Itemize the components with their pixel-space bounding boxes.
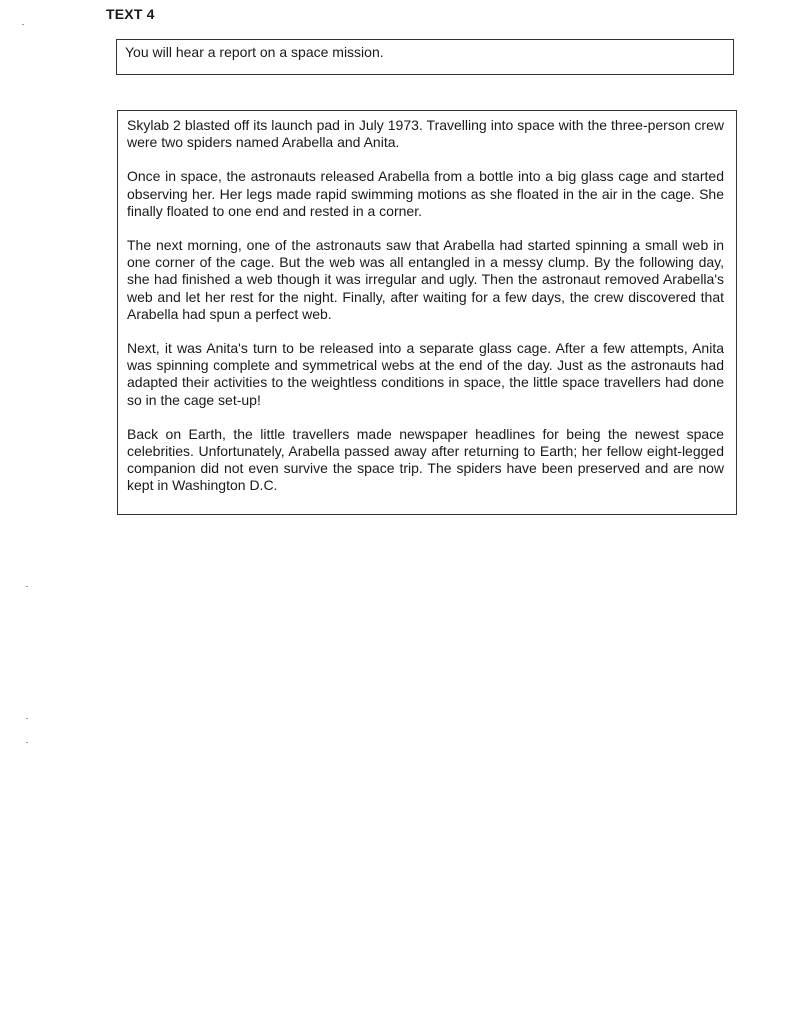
paragraph-5: Back on Earth, the little travellers made newspaper headlines for being the newest space celebrities. Unfortunately, Arabella passed away after returning to Earth; her fellow eight-legged companion did not even survive the space trip. The spiders have been preserved and are now kept in Washington D.C.	[127, 425, 724, 494]
paragraph-1: Skylab 2 blasted off its launch pad in July 1973. Travelling into space with the three-person crew were two spiders named Arabella and Anita.	[127, 117, 724, 151]
paragraph-2: Once in space, the astronauts released Arabella from a bottle into a big glass cage and started observing her. Her legs made rapid swimming motions as she floated in the air in the cage. She finally floated to one end and rested in a corner.	[127, 168, 724, 219]
scan-mark	[22, 24, 24, 25]
passage-box	[117, 110, 737, 515]
paragraph-3: The next morning, one of the astronauts saw that Arabella had started spinning a small web in one corner of the cage. But the web was all entangled in a messy clump. By the following day, she had finished a web though it was irregular and ugly. Then the astronaut removed Arabella's web and let her rest for the night. Finally, after waiting for a few days, the crew discovered that Arabella had spun a perfect web.	[127, 237, 724, 322]
scan-mark	[26, 742, 28, 743]
intro-text: You will hear a report on a space mission.	[125, 44, 384, 60]
intro-box	[116, 39, 734, 75]
scan-mark	[26, 586, 28, 587]
section-title: TEXT 4	[106, 6, 155, 22]
paragraph-4: Next, it was Anita's turn to be released into a separate glass cage. After a few attempts, Anita was spinning complete and symmetrical webs at the end of the day. Just as the astronauts had adapted their activities to the weightless conditions in space, the little space travellers had done so in the cage set-up!	[127, 340, 724, 408]
scan-mark	[26, 718, 28, 719]
